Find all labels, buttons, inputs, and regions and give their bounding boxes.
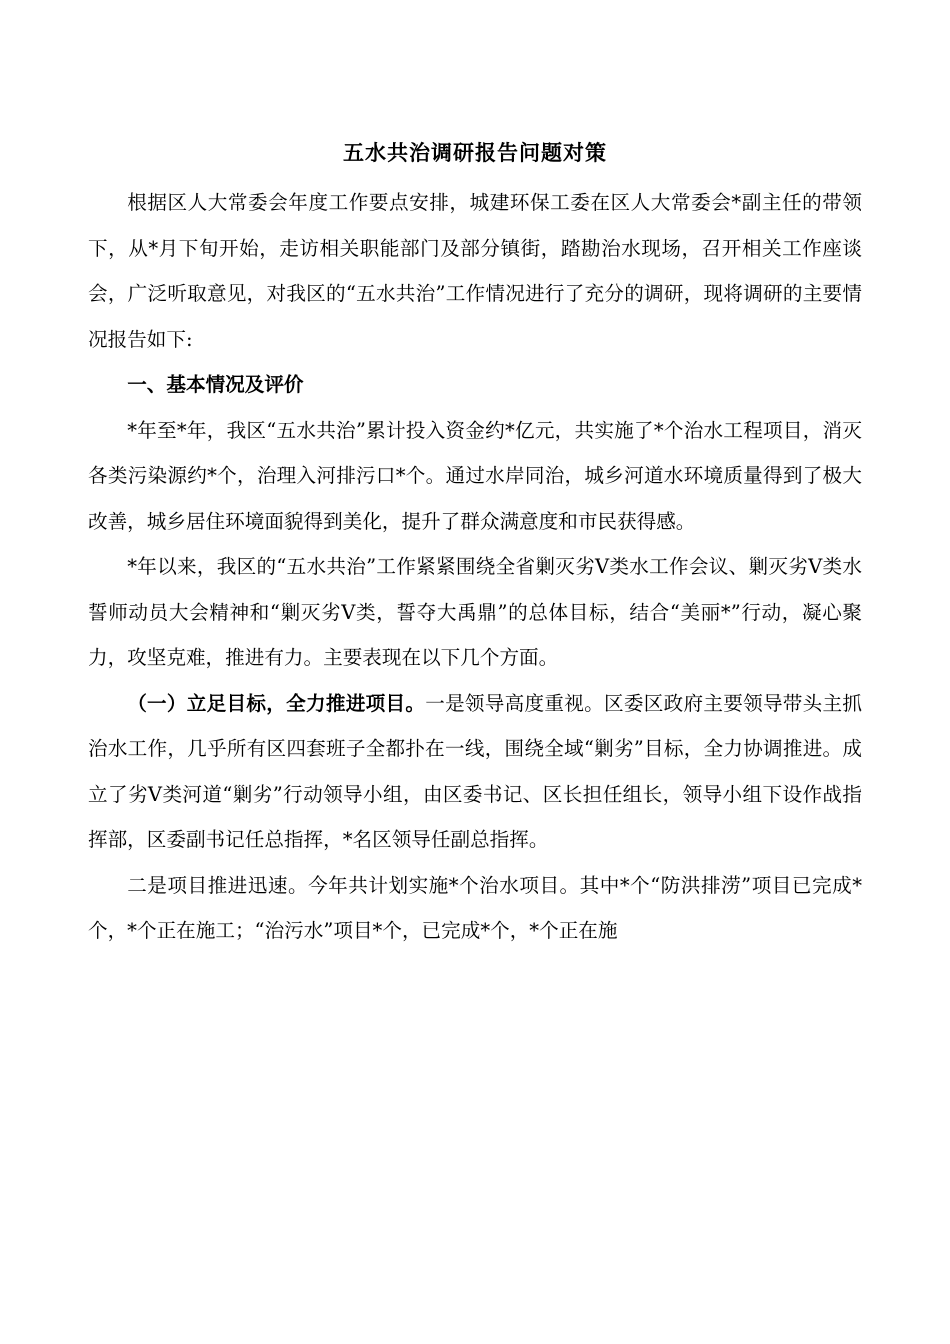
paragraph-subsection-one bbox=[88, 681, 862, 863]
subsection-lead: （一）立足目标，全力推进项目。 bbox=[127, 691, 426, 715]
paragraph-project-progress: 二是项目推进迅速。今年共计划实施*个治水项目。其中*个“防洪排涝”项目已完成*个，*个正在施工；“治污水”项目*个，已完成*个，*个正在施 bbox=[88, 873, 862, 942]
paragraph-investment-summary: *年至*年，我区“五水共治”累计投入资金约*亿元，共实施了*个治水工程项目，消灭各类污染源约*个，治理入河排污口*个。通过水岸同治，城乡河道水环境质量得到了极大改善，城乡居住环境面貌得到美化，提升了群众满意度和市民获得感。 bbox=[88, 418, 862, 533]
document-title: 五水共治调研报告问题对策 bbox=[343, 140, 607, 165]
document-body bbox=[88, 180, 862, 954]
paragraph-since-year: *年以来，我区的“五水共治”工作紧紧围绕全省剿灭劣Ⅴ类水工作会议、剿灭劣Ⅴ类水誓师动员大会精神和“剿灭劣Ⅴ类，誓夺大禹鼎”的总体目标，结合“美丽*”行动，凝心聚力，攻坚克难，推进有力。主要表现在以下几个方面。 bbox=[88, 555, 862, 669]
paragraph-intro: 根据区人大常委会年度工作要点安排，城建环保工委在区人大常委会*副主任的带领下，从*月下旬开始，走访相关职能部门及部分镇街，踏勘治水现场，召开相关工作座谈会，广泛听取意见，对我区的“五水共治”工作情况进行了充分的调研，现将调研的主要情况报告如下: bbox=[88, 191, 862, 351]
subsection-text: 一是领导高度重视。区委区政府主要领导带头主抓治水工作，几乎所有区四套班子全都扑在一线，围绕全域“剿劣”目标，全力协调推进。成立了劣Ⅴ类河道“剿劣”行动领导小组，由区委书记、区长担任组长，领导小组下设作战指挥部，区委副书记任总指挥，*名区领导任副总指挥。 bbox=[88, 691, 863, 851]
section-heading-basic-situation: 一、基本情况及评价 bbox=[127, 373, 304, 396]
